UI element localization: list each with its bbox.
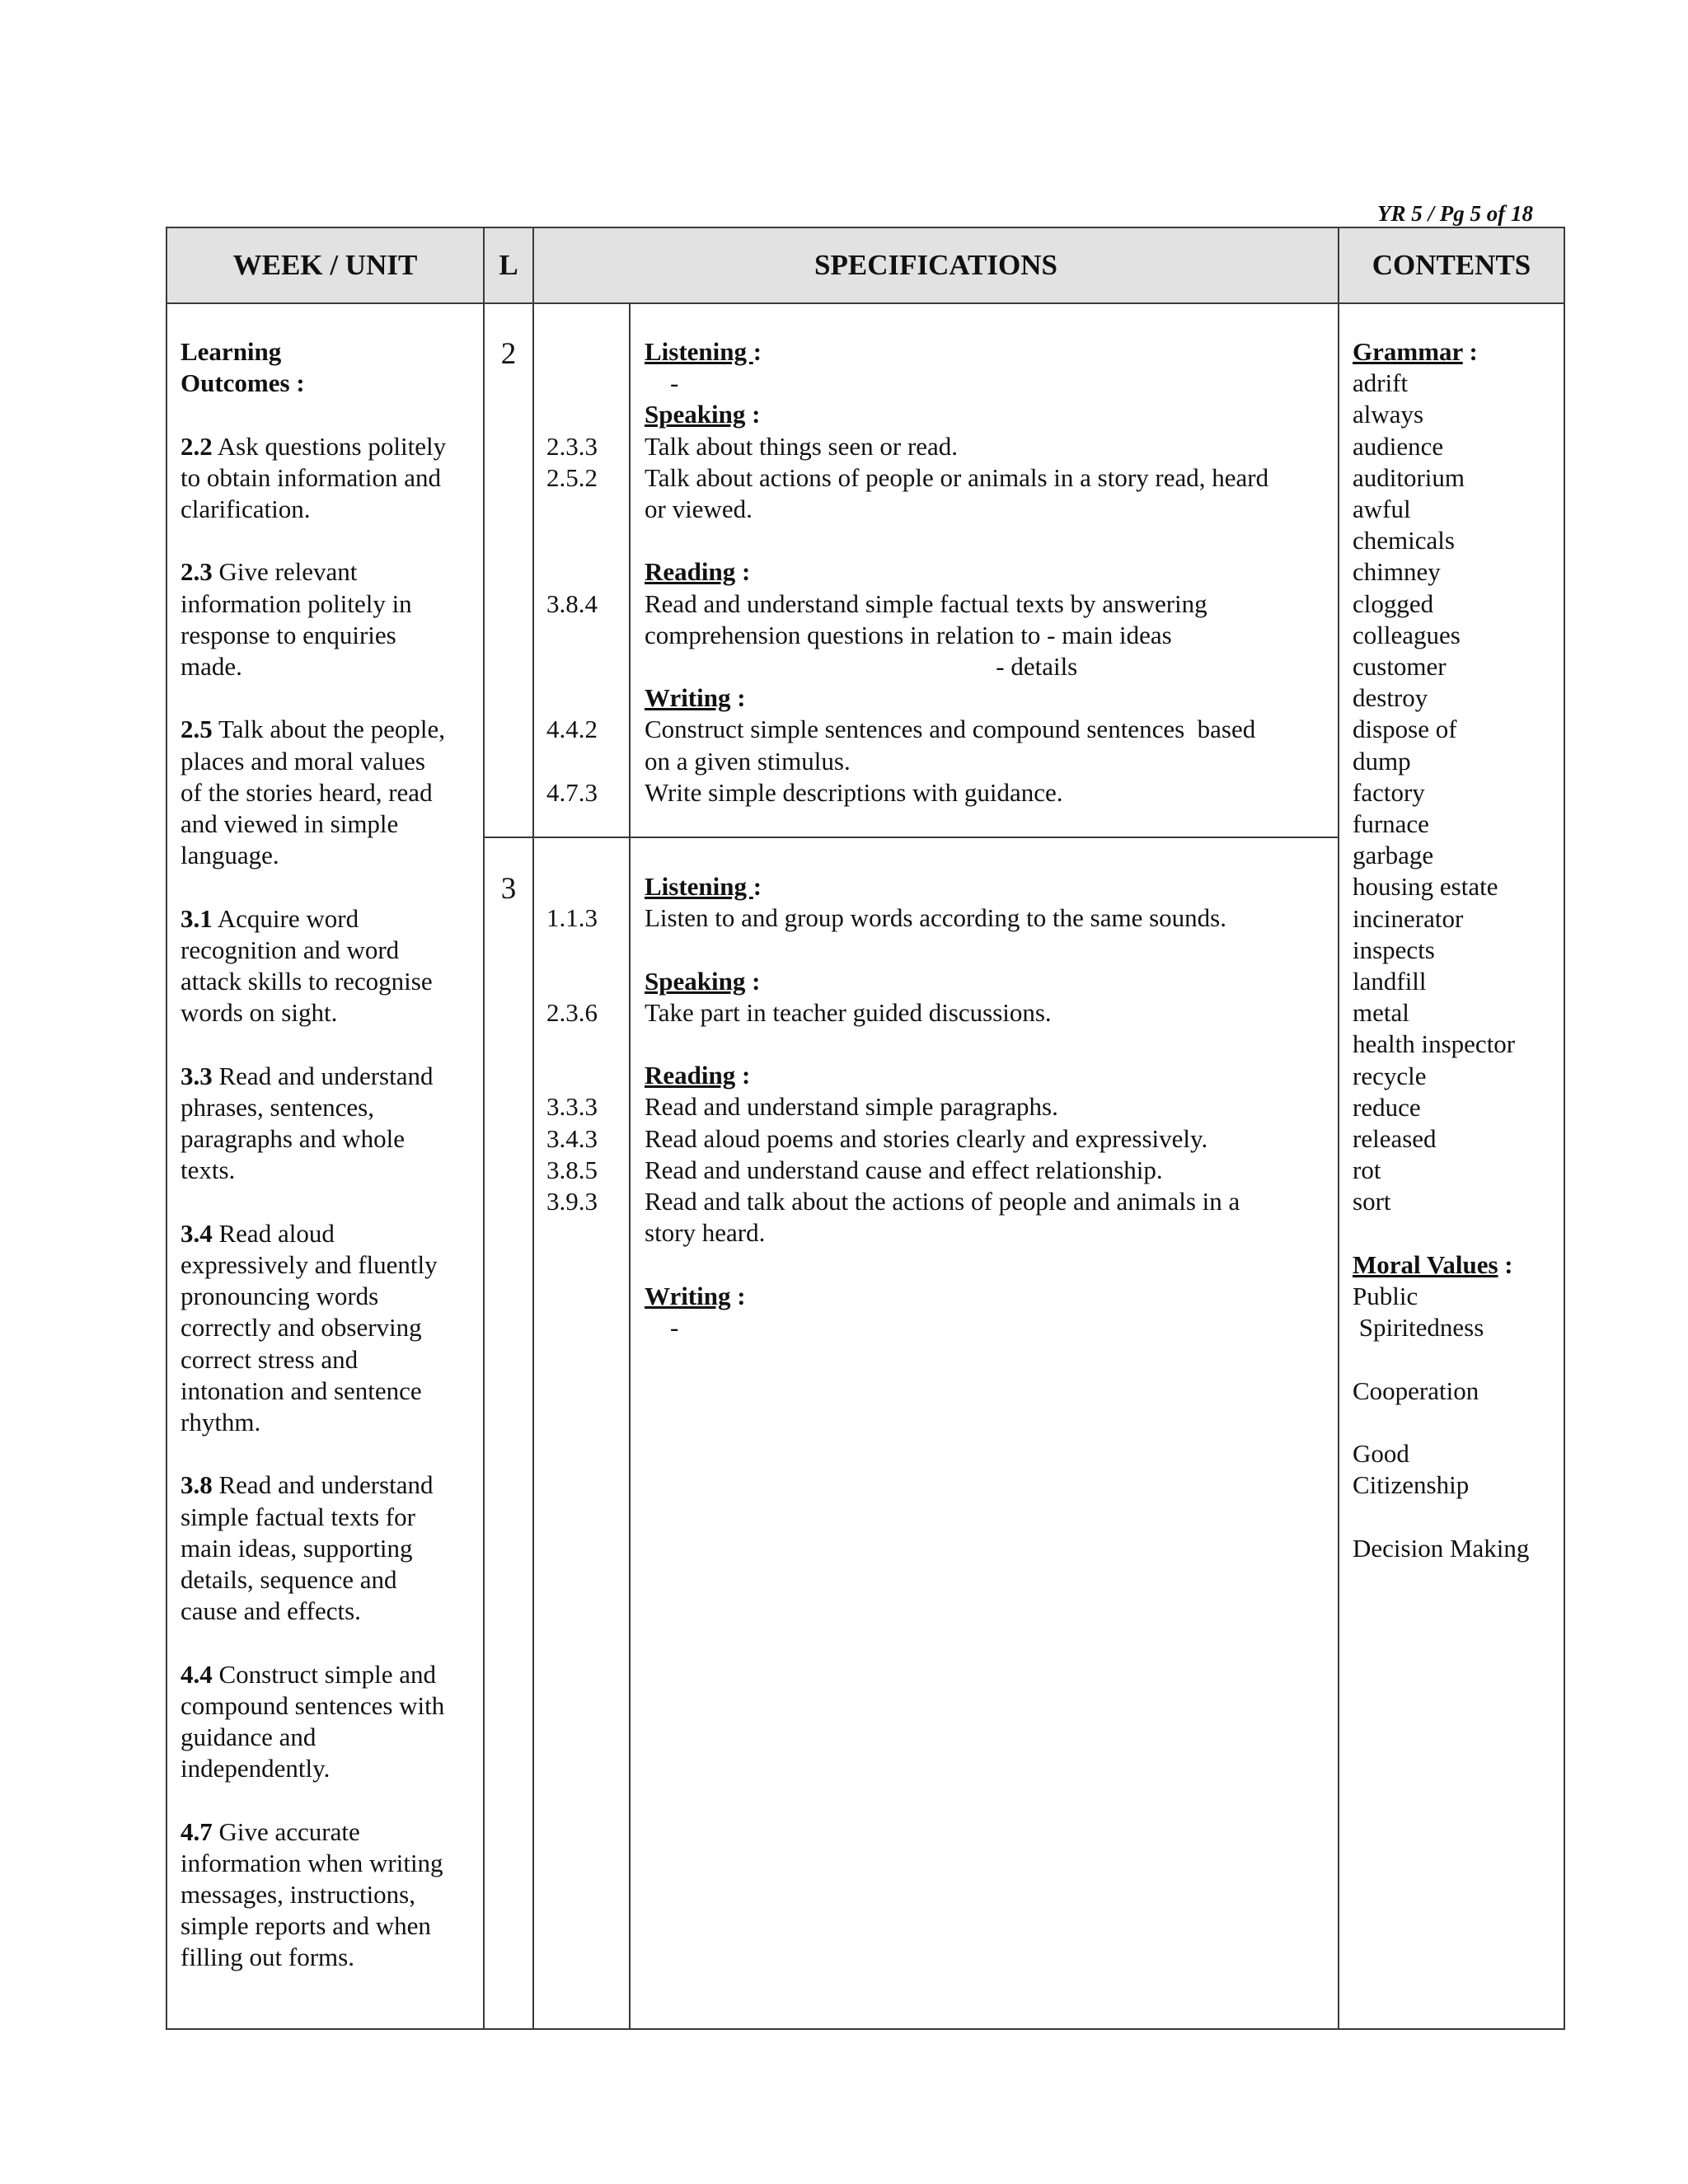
outcome-3-3: 3.3 Read and understand: [181, 1061, 434, 1090]
moral-value: Public: [1353, 1282, 1418, 1311]
outcome-2-3: 2.3 Give relevant: [181, 557, 358, 587]
learning-outcomes-column: [181, 336, 479, 1974]
grammar-word: furnace: [1353, 809, 1429, 839]
outcome-line: attack skills to recognise: [181, 967, 433, 996]
lesson-3-specifications: [645, 871, 1333, 1343]
moral-value: Good: [1353, 1439, 1409, 1469]
spec-line: Take part in teacher guided discussions.: [645, 997, 1052, 1027]
grammar-word: incinerator: [1353, 903, 1464, 933]
grammar-word: landfill: [1353, 967, 1427, 996]
grammar-word: customer: [1353, 652, 1447, 682]
grammar-word: audience: [1353, 431, 1444, 461]
outcome-4-4: 4.4 Construct simple and: [181, 1659, 436, 1689]
outcome-4-7: 4.7 Give accurate: [181, 1816, 360, 1846]
outcome-line: response to enquiries: [181, 620, 396, 649]
outcome-line: main ideas, supporting: [181, 1533, 413, 1563]
grammar-word: awful: [1353, 494, 1411, 524]
outcome-line: intonation and sentence: [181, 1376, 422, 1405]
header-l: L: [499, 248, 518, 281]
writing-dash: -: [645, 1312, 679, 1342]
table-border-right: [1564, 227, 1565, 2030]
grammar-word: dispose of: [1353, 715, 1457, 744]
grammar-word: auditorium: [1353, 462, 1465, 492]
grammar-word: clogged: [1353, 588, 1434, 618]
spec-line: on a given stimulus.: [645, 746, 851, 776]
lesson-2-specifications: [645, 336, 1333, 808]
grammar-word: sort: [1353, 1187, 1391, 1216]
outcome-line: pronouncing words: [181, 1282, 379, 1311]
spec-code: 3.4.3: [546, 1123, 598, 1153]
spec-line: Talk about things seen or read.: [645, 431, 959, 461]
grammar-word: adrift: [1353, 368, 1409, 398]
outcome-2-2: 2.2 Ask questions politely: [181, 431, 447, 461]
moral-value: Cooperation: [1353, 1376, 1479, 1405]
spec-code: 2.5.2: [546, 462, 598, 492]
spec-code: 2.3.6: [546, 997, 598, 1027]
grammar-word: dump: [1353, 746, 1411, 776]
outcome-line: places and moral values: [181, 746, 425, 776]
grammar-word: colleagues: [1353, 620, 1461, 649]
lesson-divider: [484, 837, 1339, 838]
spec-code: 4.7.3: [546, 777, 598, 807]
outcome-line: phrases, sentences,: [181, 1092, 374, 1122]
spec-line: Read aloud poems and stories clearly and expressively.: [645, 1123, 1208, 1153]
header-week-unit: WEEK / UNIT: [232, 248, 418, 281]
outcome-line: words on sight.: [181, 998, 338, 1028]
outcome-line: messages, instructions,: [181, 1879, 415, 1909]
column-divider-l-spec: [532, 227, 534, 2030]
spec-line: Talk about actions of people or animals in a story read, heard: [645, 462, 1269, 492]
speaking-heading: Speaking :: [645, 966, 761, 996]
grammar-word: inspects: [1353, 935, 1435, 964]
writing-heading: Writing :: [645, 683, 746, 713]
outcome-line: rhythm.: [181, 1407, 261, 1436]
spec-code: 3.3.3: [546, 1092, 598, 1122]
grammar-heading: Grammar :: [1353, 337, 1478, 366]
outcome-3-8: 3.8 Read and understand: [181, 1470, 434, 1500]
spec-line: Read and understand simple factual texts by answering: [645, 588, 1207, 618]
spec-line: Listen to and group words according to the same sounds.: [645, 903, 1226, 933]
grammar-word: reduce: [1353, 1092, 1421, 1122]
moral-value: [1353, 1344, 1562, 1376]
writing-heading: Writing :: [645, 1281, 746, 1310]
spec-line: - details: [645, 652, 1078, 682]
grammar-word: recycle: [1353, 1061, 1427, 1090]
learning-outcomes-heading-line2: Outcomes :: [181, 368, 305, 398]
outcome-3-4: 3.4 Read aloud: [181, 1218, 335, 1248]
page-reference: YR 5 / Pg 5 of 18: [1377, 201, 1533, 226]
outcome-line: language.: [181, 841, 279, 870]
outcome-line: texts.: [181, 1155, 236, 1185]
grammar-word: health inspector: [1353, 1029, 1516, 1059]
outcome-line: compound sentences with: [181, 1690, 445, 1720]
header-specifications: SPECIFICATIONS: [814, 248, 1057, 281]
moral-value: [1353, 1407, 1562, 1438]
outcome-line: made.: [181, 652, 242, 682]
outcome-line: to obtain information and: [181, 462, 441, 492]
column-divider-week-l: [483, 227, 485, 2030]
grammar-word: chimney: [1353, 557, 1441, 587]
outcome-line: guidance and: [181, 1722, 316, 1751]
outcome-line: simple factual texts for: [181, 1502, 415, 1531]
grammar-word: metal: [1353, 998, 1409, 1028]
lesson-2-codes: [546, 336, 625, 808]
spec-code: 1.1.3: [546, 903, 598, 933]
reading-heading: Reading :: [645, 557, 751, 587]
outcome-3-1: 3.1 Acquire word: [181, 903, 359, 933]
outcome-line: recognition and word: [181, 935, 400, 964]
spec-line: Write simple descriptions with guidance.: [645, 777, 1063, 807]
outcome-line: expressively and fluently: [181, 1249, 438, 1279]
spec-code: 3.8.5: [546, 1155, 598, 1184]
listening-heading: Listening :: [645, 872, 762, 901]
grammar-word: chemicals: [1353, 526, 1455, 555]
outcome-2-5: 2.5 Talk about the people,: [181, 715, 445, 744]
spec-line: story heard.: [645, 1218, 766, 1248]
grammar-word: destroy: [1353, 683, 1428, 713]
moral-value: Citizenship: [1353, 1470, 1470, 1500]
spec-line: Read and understand simple paragraphs.: [645, 1092, 1058, 1122]
outcome-line: information politely in: [181, 588, 412, 618]
outcome-line: filling out forms.: [181, 1943, 354, 1972]
spec-line: comprehension questions in relation to - main ideas: [645, 620, 1172, 649]
moral-value: [1353, 1502, 1562, 1533]
grammar-word: released: [1353, 1124, 1437, 1154]
spec-code: 2.3.3: [546, 431, 598, 461]
table-border-left: [166, 227, 167, 2030]
grammar-word: factory: [1353, 777, 1425, 807]
contents-column: [1353, 336, 1562, 1564]
listening-dash: -: [645, 368, 679, 398]
reading-heading: Reading :: [645, 1061, 751, 1090]
outcome-line: and viewed in simple: [181, 809, 399, 839]
grammar-word-list: [1353, 368, 1562, 1217]
outcome-line: simple reports and when: [181, 1911, 431, 1941]
spec-line: Read and talk about the actions of people and animals in a: [645, 1187, 1240, 1216]
outcome-line: details, sequence and: [181, 1564, 397, 1594]
lesson-number-2: 2: [500, 337, 517, 371]
column-divider-spec-contents: [1338, 227, 1339, 2030]
table-border-bottom: [166, 2028, 1565, 2030]
spec-line: Read and understand cause and effect relationship.: [645, 1155, 1163, 1184]
moral-value: Decision Making: [1353, 1533, 1530, 1563]
outcome-line: correct stress and: [181, 1344, 359, 1374]
grammar-word: garbage: [1353, 841, 1434, 870]
grammar-word: rot: [1353, 1155, 1381, 1185]
spec-line: or viewed.: [645, 494, 753, 524]
moral-value: Spiritedness: [1353, 1313, 1484, 1343]
lesson-number-3: 3: [500, 872, 517, 906]
outcome-line: independently.: [181, 1754, 331, 1783]
outcome-line: paragraphs and whole: [181, 1124, 406, 1154]
spec-line: Construct simple sentences and compound sentences based: [645, 715, 1256, 744]
outcome-line: clarification.: [181, 494, 311, 524]
outcome-line: correctly and observing: [181, 1313, 422, 1343]
column-divider-code-text: [629, 303, 631, 2030]
lesson-3-codes: [546, 871, 625, 1217]
grammar-word: always: [1353, 400, 1424, 429]
spec-code: 3.8.4: [546, 588, 598, 618]
header-contents: CONTENTS: [1372, 248, 1531, 281]
spec-code: 3.9.3: [546, 1187, 598, 1216]
grammar-word: housing estate: [1353, 872, 1498, 902]
outcome-line: of the stories heard, read: [181, 777, 433, 807]
outcome-line: information when writing: [181, 1848, 443, 1877]
spec-code: 4.4.2: [546, 715, 598, 744]
learning-outcomes-heading-line1: Learning: [181, 337, 282, 366]
moral-values-heading: Moral Values :: [1353, 1249, 1513, 1279]
outcome-line: cause and effects.: [181, 1596, 361, 1626]
speaking-heading: Speaking :: [645, 400, 761, 429]
moral-values-list: [1353, 1281, 1562, 1564]
listening-heading: Listening :: [645, 337, 762, 366]
